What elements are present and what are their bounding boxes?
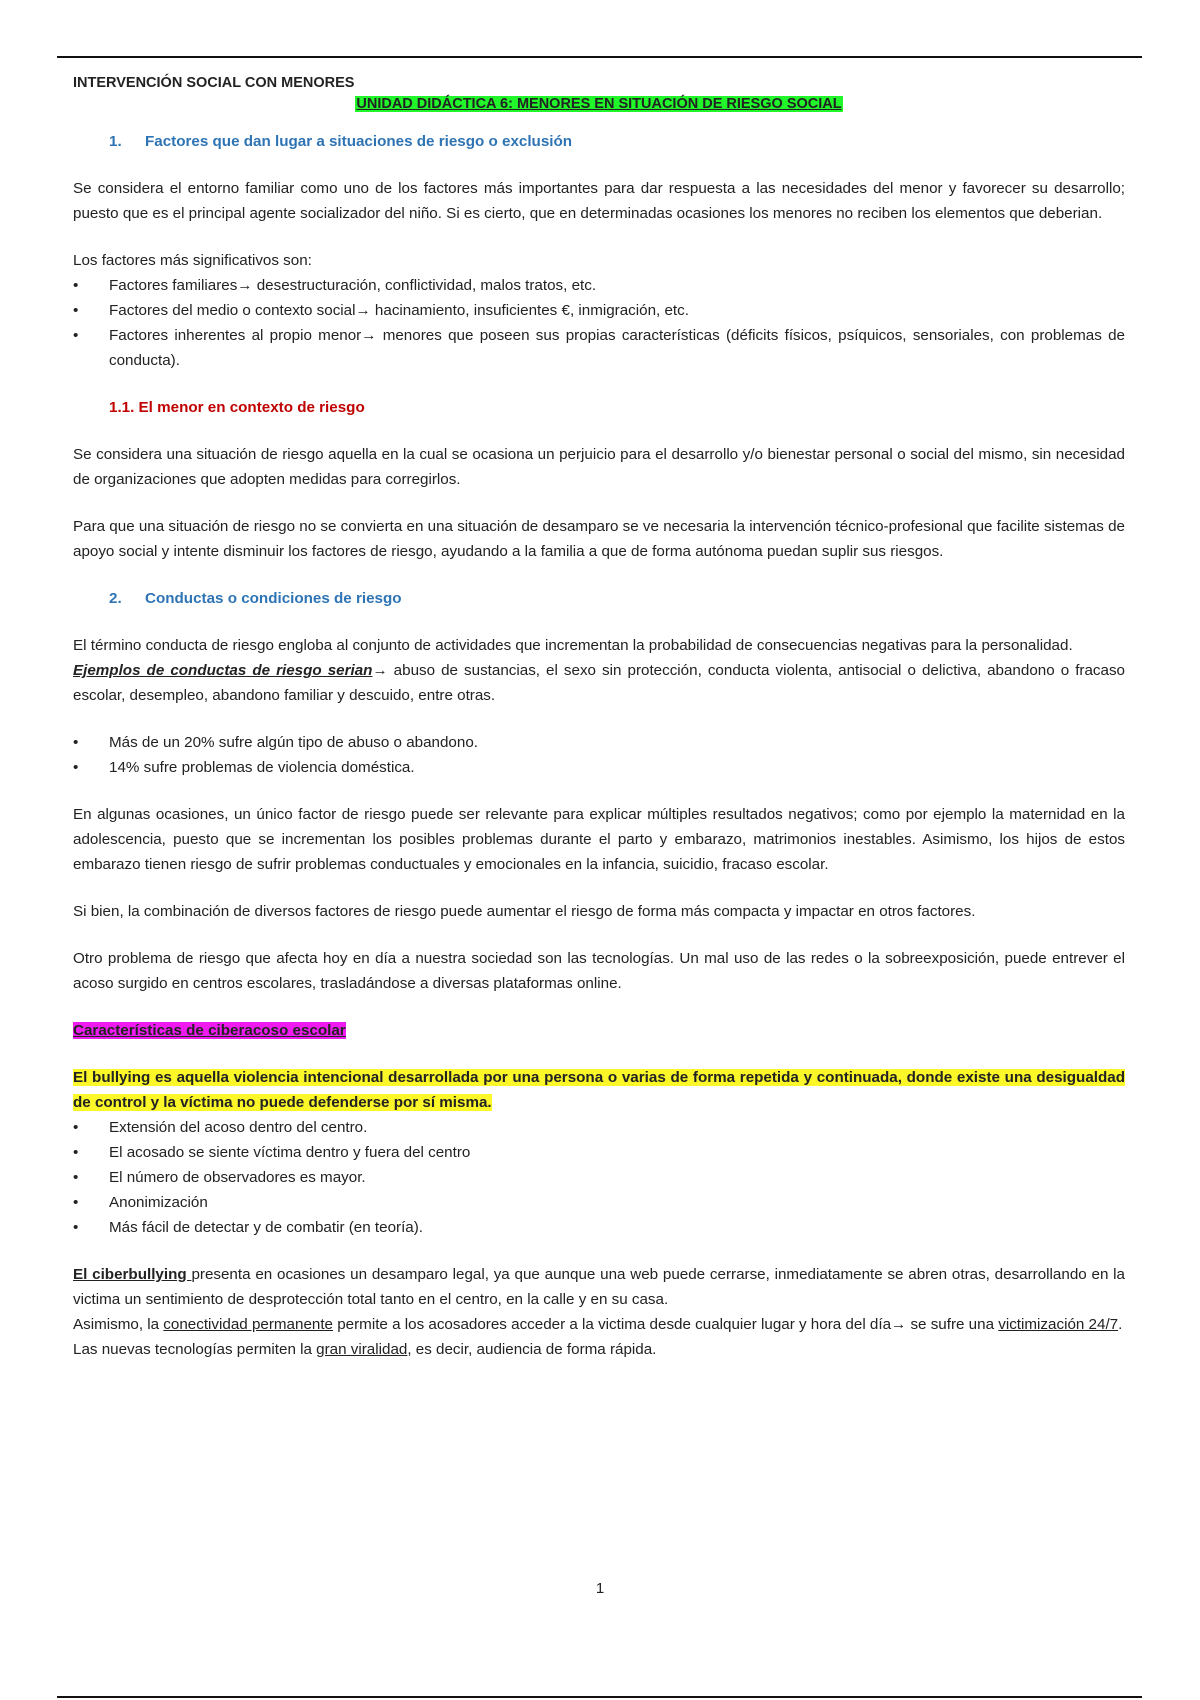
unit-title-text: UNIDAD DIDÁCTICA 6: MENORES EN SITUACIÓN DE RIESGO SOCIAL [356,96,842,112]
bullet-icon: • [73,302,79,319]
section-1-title: Factores que dan lugar a situaciones de riesgo o exclusión [145,133,573,150]
section-1-1-heading: 1.1. El menor en contexto de riesgo [109,399,365,416]
header-rule [57,56,1142,58]
bullet-icon: • [73,1119,79,1136]
section-1-number: 1. [109,133,122,150]
bullying-definition: El bullying es aquella violencia intencional desarrollada por una persona o varias de forma repetida y continuada, donde existe una desigualdad de control y la víctima no puede defenderse por sí misma. [73,1069,1125,1111]
bullet-icon: • [73,759,79,776]
section-2-paragraph-1: El término conducta de riesgo engloba al conjunto de actividades que incrementan la probabilidad de consecuencias negativas para la personalidad. [73,637,1073,654]
bullet-icon: • [73,327,79,344]
document-title: INTERVENCIÓN SOCIAL CON MENORES [73,75,355,91]
factors-intro: Los factores más significativos son: [73,252,312,269]
section-2-number: 2. [109,590,122,607]
list-item: • Extensión del acoso dentro del centro. [73,1115,1125,1140]
list-item: • 14% sufre problemas de violencia doméstica. [73,755,1125,780]
section-2-paragraph-3: Si bien, la combinación de diversos factores de riesgo puede aumentar el riesgo de forma más compacta y impactar en otros factores. [73,903,976,920]
section-1-heading [109,129,1125,154]
arrow-icon: → [355,302,371,319]
list-item: • El número de observadores es mayor. [73,1165,1125,1190]
document-page [73,73,1125,1362]
arrow-icon: → [891,1316,907,1333]
statistics-list [73,730,1125,780]
risk-examples: Ejemplos de conductas de riesgo serian→ abuso de sustancias, el sexo sin protección, conducta violenta, antisocial o delictiva, abandono o fracaso escolar, desempleo, abandono familiar y descuido, entre otras. [73,662,1125,704]
bullet-icon: • [73,1194,79,1211]
page-number: 1 [595,1580,605,1597]
arrow-icon: → [237,277,253,294]
section-2-heading [109,586,1125,611]
list-item: • Más fácil de detectar y de combatir (en teoría). [73,1215,1125,1240]
bullet-icon: • [73,277,79,294]
section-1-1-paragraph-2: Para que una situación de riesgo no se convierta en una situación de desamparo se ve necesaria la intervención técnico-profesional que facilite sistemas de apoyo social y intente disminuir los factores de riesgo, ayudando a la familia a que de forma autónoma puedan suplir sus riesgos. [73,518,1125,560]
list-item: • Más de un 20% sufre algún tipo de abuso o abandono. [73,730,1125,755]
bullet-icon: • [73,1219,79,1236]
section-1-1-paragraph-1: Se considera una situación de riesgo aquella en la cual se ocasiona un perjuicio para el desarrollo y/o bienestar personal o social del mismo, sin necesidad de organizaciones que adopten medidas para corregirlos. [73,446,1125,488]
footer-rule [57,1696,1142,1698]
list-item: • Factores familiares→ desestructuración, conflictividad, malos tratos, etc. [73,273,1125,298]
list-item: • Factores del medio o contexto social→ hacinamiento, insuficientes €, inmigración, etc. [73,298,1125,323]
connectivity-paragraph: Asimismo, la conectividad permanente permite a los acosadores acceder a la victima desde cualquier lugar y hora del día→ se sufre una victimización 24/7. [73,1316,1123,1333]
section-1-paragraph: Se considera el entorno familiar como uno de los factores más importantes para dar respuesta a las necesidades del menor y favorecer su desarrollo; puesto que es el principal agente socializador del niño. Si es cierto, que en determinadas ocasiones los menores no reciben los elementos que deberian. [73,180,1125,222]
section-2-paragraph-2: En algunas ocasiones, un único factor de riesgo puede ser relevante para explicar múltiples resultados negativos; como por ejemplo la maternidad en la adolescencia, puesto que se incrementan los posibles problemas durante el parto y embarazo, matrimonios inestables. Asimismo, los hijos de estos embarazo tienen riesgo de sufrir problemas conductuales y emocionales en la infancia, suicidio, fracaso escolar. [73,806,1125,873]
section-2-title: Conductas o condiciones de riesgo [145,590,402,607]
virality-paragraph: Las nuevas tecnologías permiten la gran viralidad, es decir, audiencia de forma rápida. [73,1341,657,1358]
unit-title [73,93,1125,115]
section-2-paragraph-4: Otro problema de riesgo que afecta hoy en día a nuestra sociedad son las tecnologías. Un mal uso de las redes o la sobreexposición, puede entrever el acoso surgido en centros escolares, trasladándose a diversas plataformas online. [73,950,1125,992]
bullet-icon: • [73,734,79,751]
arrow-icon: → [372,662,388,679]
bullet-icon: • [73,1169,79,1186]
bullet-icon: • [73,1144,79,1161]
list-item: • Anonimización [73,1190,1125,1215]
ciberbullying-paragraph: El ciberbullying presenta en ocasiones un desamparo legal, ya que aunque una web puede cerrarse, inmediatamente se abren otras, desarrollando en la victima un sentimiento de desprotección total tanto en el centro, en la calle y en su casa. [73,1266,1125,1308]
cyberbullying-list [73,1115,1125,1240]
list-item: • Factores inherentes al propio menor→ menores que poseen sus propias características (déficits físicos, psíquicos, sensoriales, con problemas de conducta). [73,323,1125,373]
factors-list [73,273,1125,373]
cyberbullying-heading: Características de ciberacoso escolar [73,1022,346,1039]
arrow-icon: → [361,327,377,344]
list-item: • El acosado se siente víctima dentro y fuera del centro [73,1140,1125,1165]
